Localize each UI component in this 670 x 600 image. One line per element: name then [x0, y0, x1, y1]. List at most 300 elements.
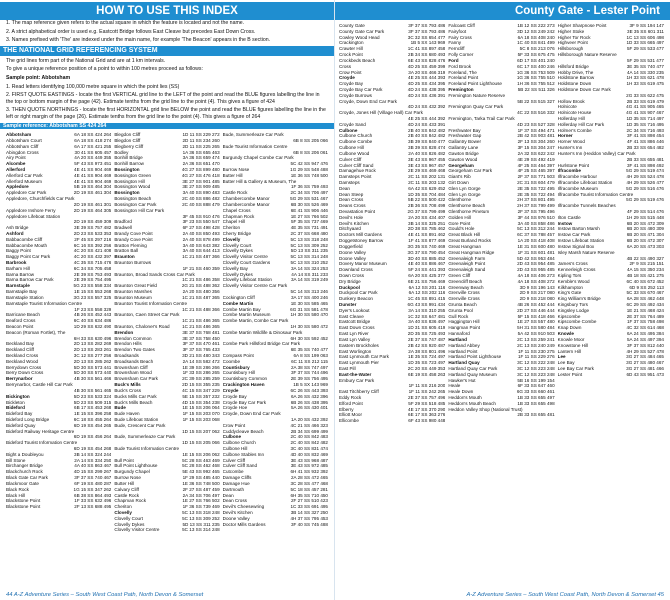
entry-grid-reference: 6B 8 SS 205 066: [293, 137, 328, 143]
entry-name: Buck's Cross: [114, 387, 141, 393]
entry-grid-reference: 6A 24 SS 495 384: [626, 331, 664, 337]
entry-grid-reference: 3F 41 SS 898 454: [626, 133, 664, 139]
entry-grid-reference: 1C 40 SS 841 499: [517, 40, 555, 46]
entry-name: Greenaleigh Farm: [448, 255, 486, 261]
entry-grid-reference: 1B 5 SX 143 969: [410, 40, 446, 46]
entry-name: Hangman Point: [448, 325, 480, 331]
entry-name: Appledore, Churchfields Car Park: [6, 196, 75, 202]
entry-name: East Lyn River: [339, 331, 369, 337]
entry-grid-reference: 1F 33 SS 632 496: [74, 498, 112, 504]
entry-grid-reference: 6H 41 SS 932 392: [290, 469, 328, 475]
entry-grid-reference: 4D 24 SS 436 391: [407, 92, 446, 98]
entry-name: Instow Signal Box: [557, 243, 595, 249]
entry-name: Cheriton: [114, 504, 132, 510]
entry-name: Clovelly Court: [114, 515, 143, 521]
entry-grid-reference: 6A 42 SS 629 452: [408, 185, 446, 191]
entry-name: King William's Bridge: [557, 296, 601, 302]
entry-name: Braunton: [114, 254, 135, 260]
entry-grid-reference: 1F 11 SS 242 265: [408, 389, 446, 395]
entry-grid-reference: 5G 23 SS 558 334: [73, 283, 112, 289]
entry-grid-reference: 2A 36 SS 651 470: [182, 161, 220, 167]
entry-grid-reference: 1A 36 SS 655 463: [182, 149, 220, 155]
entry-name: Clovelly: [222, 236, 241, 242]
entry-name: Hurlstone Point: [557, 162, 590, 168]
entry-grid-reference: 3F 37 SS 793 486: [408, 28, 446, 34]
entry-grid-reference: 3E 43 SS 967 457: [408, 162, 446, 168]
entry-grid-reference: 1F 29 SS 485 440: [182, 475, 220, 481]
entry-grid-reference: 3C 28 SS 477 468: [290, 480, 328, 486]
entry-grid-reference: 5H 31 SS 580 484: [517, 325, 555, 331]
entry-name: Kipscombe: [557, 313, 581, 319]
entry-grid-reference: 3F 15 SS 304 247: [517, 145, 555, 151]
entry-grid-reference: 1G 15 SS 347 262: [73, 486, 112, 492]
entry-grid-reference: 4E 41 SS 904 469: [74, 167, 112, 172]
index-entry: [558, 372, 664, 378]
entry-grid-reference: 6G 43 SS 991 434: [407, 302, 446, 307]
entry-name: Grunta Pool: [448, 307, 473, 313]
entry-name: Clovelly Lifeboat Station: [222, 277, 272, 283]
entry-name: Heddon Valley Shop (National Trust): [448, 406, 523, 412]
entry-name: Falcoast Cliff: [448, 23, 475, 28]
entry-grid-reference: 6A 28 SS 462 448: [626, 296, 664, 302]
entry-grid-reference: 4E 35 SS 731 491: [290, 225, 328, 231]
entry-grid-reference: 5C 13 SS 309 252: [182, 515, 220, 521]
entry-grid-reference: 2B 33 SS 654 482: [626, 145, 664, 151]
entry-name: Bradford: [114, 219, 132, 225]
entry-name: Greenway Beach: [448, 284, 484, 290]
entry-name: Crock Point: [339, 52, 363, 58]
entry-grid-reference: 2G 33 SS 622 475: [626, 92, 664, 98]
entry-name: Berrydown Cross: [6, 364, 42, 370]
entry-grid-reference: 1F 15 SS 203 070: [182, 411, 220, 417]
entry-grid-reference: 2A 28 SS 472 465: [290, 475, 328, 481]
entry-grid-reference: 5C 18 SS 457 281: [290, 486, 328, 492]
entry-name: Ilfracombe Tunnels Beaches: [557, 203, 616, 209]
entry-grid-reference: 6F 19 SS 480 287: [74, 480, 112, 486]
entry-name: Lee Bay Car Park: [557, 365, 594, 371]
page-title: County Gate - Lester Point: [335, 2, 670, 20]
entry-name: Ash Bridge: [6, 225, 29, 231]
entry-name: Holdstone Down Car Park: [557, 86, 611, 92]
entry-name: Culbone Church: [222, 440, 256, 446]
entry-name: Buck's Mills: [114, 382, 141, 388]
entry-grid-reference: 3A 40 SS 644 413: [182, 248, 220, 254]
entry-grid-reference: 2A 32 SS 622 242: [517, 150, 555, 156]
intro-text: [6, 20, 328, 44]
entry-grid-reference: 2D 38 SS 785 462: [407, 226, 446, 232]
entry-grid-reference: 6B 20 SS 471 304: [626, 232, 664, 238]
entry-name: Higher Stoke: [557, 28, 585, 34]
entry-name: Burrow Nose: [222, 167, 250, 172]
entry-grid-reference: 1D 31 SS 605 419: [407, 325, 446, 331]
entry-grid-reference: 4D 24 SS 432 392: [407, 104, 446, 110]
entry-grid-reference: 2D 43 SS 955 485: [517, 267, 555, 273]
entry-name: Great Black Hill: [448, 232, 480, 238]
entry-name: Culbone Wood: [339, 150, 370, 156]
entry-grid-reference: 6A 8 SS 199 063: [293, 353, 328, 358]
entry-name: Holmer's Combe: [557, 127, 592, 133]
entry-grid-reference: 3G 35 SS 740 469: [407, 243, 446, 249]
entry-grid-reference: 4B 26 SS 452 444: [517, 302, 555, 307]
entry-grid-reference: 1F 33 SS 286 265: [182, 370, 220, 376]
entry-name: Braunton Great Field: [114, 283, 157, 289]
entry-grid-reference: 4H 29 SS 524 478: [626, 174, 664, 180]
entry-grid-reference: 3C 12 SS 277 256: [73, 353, 112, 358]
entry-grid-reference: 6A 20 SS 425 377: [408, 272, 446, 278]
entry-name: Instow: [557, 220, 573, 226]
entry-name: Crawter Hill: [339, 46, 363, 52]
entry-name: Eddy Rock: [339, 395, 362, 400]
entry-name: Blackchurch Rock: [6, 469, 43, 475]
entry-name: Croyde Bay: [222, 393, 247, 399]
entry-name: Greencliff Beach: [448, 278, 483, 284]
entry-name: Beacon Point: [6, 323, 34, 329]
entry-grid-reference: 4E 41 SS 904 469: [74, 178, 112, 184]
entry-name: Grenville Cross: [448, 296, 480, 302]
entry-grid-reference: 1D 15 SS 207 062: [182, 428, 220, 434]
entry-name: Croyde Bay: [339, 81, 364, 87]
entry-name: Gallantry Bower: [448, 139, 482, 145]
entry-name: Deans Cross: [339, 203, 366, 209]
entry-grid-reference: 2C 39 SS 285 259: [182, 376, 220, 382]
entry-name: Clovelly Bay: [222, 265, 248, 271]
entry-name: Babbacombe Cliff: [6, 236, 43, 242]
entry-grid-reference: 6B 26 SS 438 395: [290, 399, 328, 405]
entry-grid-reference: 3A 40 SS 890 483: [182, 190, 220, 196]
entry-name: Doggerfield: [339, 243, 363, 249]
entry-name: Bude Lifeboat Station: [114, 416, 159, 422]
entry-name: Baggy Point: [6, 248, 31, 254]
entry-grid-reference: 3D 9 SS 196 143: [519, 284, 555, 290]
entry-grid-reference: 2D 19 SS 459 309: [73, 219, 112, 225]
entry-grid-reference: 2D 43 SS 954 485: [517, 261, 555, 267]
entry-name: Cheriton: [222, 225, 241, 231]
entry-name: Castle Rock: [114, 492, 140, 498]
entry-name: Great Burland Rocks: [448, 238, 491, 244]
index-columns: [339, 23, 664, 424]
entry-grid-reference: 4C 32 SS 614 468: [626, 325, 664, 331]
entry-name: Crackington Haven: [222, 382, 265, 388]
entry-grid-reference: 6A 26 SS 432 396: [290, 393, 328, 399]
entry-name: Blegdon Cliff: [114, 137, 141, 143]
entry-grid-reference: 3G 27 SS 480 467: [626, 360, 664, 366]
entry-name: Fairyfoot: [448, 28, 467, 34]
entry-grid-reference: 2C 13 SS 259 241: [517, 336, 555, 342]
entry-grid-reference: 1C 21 SS 487 365: [182, 294, 220, 300]
entry-name: Devil's Hole: [339, 214, 364, 220]
index-entry: [448, 412, 554, 418]
entry-grid-reference: 2C 20 SS 449 353: [407, 365, 446, 371]
entry-name: Bill Stone: [6, 457, 26, 463]
entry-name: Appledore Inshore Ferry: [6, 207, 56, 213]
entry-grid-reference: 3D 40 SS 885 452: [407, 255, 446, 261]
entry-grid-reference: 2A 20 SS 480 356: [182, 289, 220, 295]
entry-name: Baggy Point Car Park: [6, 254, 51, 260]
entry-grid-reference: 1B 12 SS 222 273: [517, 23, 555, 28]
entry-name: Berrynarbor, Castle Hill Car Park: [6, 382, 73, 388]
entry-name: Doone Valley: [339, 249, 366, 255]
entry-grid-reference: 3A 40 SS 643 382: [182, 242, 220, 248]
entry-name: James's Cross: [557, 261, 588, 267]
entry-grid-reference: 6G 31 SS 581 478: [290, 306, 328, 312]
entry-grid-reference: 1H 29 SS 515 448: [626, 214, 664, 220]
entry-grid-reference: 1F 31 SS 601 481: [517, 249, 555, 255]
entry-name: Gould's Hole: [448, 226, 475, 232]
entry-grid-reference: 2B 33 SS 619 479: [626, 98, 664, 104]
entry-name: Culbone Stables Inn: [222, 451, 265, 457]
entry-grid-reference: 2D 15 SS 355 235: [182, 382, 220, 388]
entry-grid-reference: 5G 29 SS 531 467: [290, 196, 328, 202]
entry-grid-reference: 1B 5 SX 143 969: [293, 382, 328, 388]
entry-name: Hartland Quay: [448, 360, 480, 366]
index-entry: [223, 522, 328, 528]
entry-name: Croyde: [339, 75, 355, 81]
entry-name: Blackmoor Gate: [6, 480, 39, 486]
entry-grid-reference: 2F 27 SS 487 459: [182, 486, 220, 492]
entry-grid-reference: 6A 18 SS 418 274: [74, 137, 112, 143]
entry-name: Culbone: [339, 127, 358, 133]
entry-name: Kennerleigh Cross: [557, 267, 596, 273]
entry-name: Ditchyaard: [339, 226, 361, 232]
entry-grid-reference: 5F 43 SS 973 451: [74, 161, 112, 167]
entry-grid-reference: 5C 28 SS 462 468: [182, 463, 220, 469]
entry-grid-reference: 3C 12 SS 223 248: [517, 365, 555, 371]
entry-name: County Gate: [339, 23, 365, 28]
entry-name: Culver Cliff: [222, 457, 246, 463]
entry-name: Greenaleigh Sand: [448, 267, 486, 273]
entry-name: Doone Valley: [339, 255, 366, 261]
intro-paragraph: 2. A strict alphabetical order is used e.g. Eastcott Bridge follows East Cleave but precedes East Down Cross.: [6, 28, 256, 35]
entry-grid-reference: 5C 28 SS 463 469: [182, 457, 220, 463]
entry-grid-reference: 4F 25 SS 465 397: [517, 168, 555, 174]
entry-name: Greenaleigh Point: [448, 261, 486, 267]
entry-name: Duckpool Car Park: [339, 290, 378, 296]
entry-name: Ilfracombe: [557, 168, 581, 174]
entry-name: Chapman Rock: [114, 498, 146, 504]
entry-grid-reference: 3G 27 SS 484 465: [626, 354, 664, 360]
entry-name: Damage Hue: [222, 480, 250, 486]
entry-name: Culver Cliff: [339, 156, 362, 162]
entry-name: Bude Haven: [114, 411, 140, 417]
entry-grid-reference: 5G 29 SS 519 476: [626, 197, 664, 203]
entry-name: Clovelly Court Gardens: [222, 260, 271, 265]
entry-grid-reference: 2A 34 SS 706 497: [182, 492, 220, 498]
entry-grid-reference: 4B 30 SS 561 466: [74, 376, 112, 382]
entry-grid-reference: 2E 29 SS 469 468: [408, 168, 446, 174]
entry-name: Abbotsham Cliff: [6, 143, 39, 149]
entry-name: Hartland: [448, 336, 467, 342]
entry-name: Clovelly Dykes: [114, 521, 145, 527]
entry-name: Damage Cliffs: [222, 475, 252, 481]
entry-name: Coombe: [222, 358, 241, 364]
entry-name: Holdstone Down: [557, 81, 592, 87]
entry-name: Giant's Rib: [448, 174, 471, 180]
entry-grid-reference: 5B 22 SS 515 327: [517, 98, 555, 104]
entry-grid-reference: 2A 14 SS 334 250: [74, 457, 112, 463]
entry-name: Combe Martin Museum: [222, 312, 271, 318]
entry-grid-reference: 1F 36 SS 739 469: [182, 504, 220, 510]
entry-name: Dartmouth: [222, 486, 245, 492]
entry-grid-reference: 5C 13 SS 318 248: [290, 236, 328, 242]
entry-grid-reference: 6D 19 SS 456 264: [73, 434, 112, 440]
entry-grid-reference: 3F 37 SS 793 486: [408, 23, 446, 28]
entry-grid-reference: 5C 33 SS 670 467: [626, 290, 664, 296]
entry-grid-reference: 1E 21 SS 468 424: [626, 307, 664, 313]
entry-grid-reference: 4B 26 SS 452 443: [74, 312, 112, 318]
entry-name: Combe Martin Wildlife & Dinosaur Park: [222, 329, 303, 335]
entry-grid-reference: 3B 14 SS 324 244: [74, 451, 112, 457]
entry-grid-reference: 4F 41 SS 886 446: [626, 139, 664, 145]
entry-name: Barna Barrow Car Park: [6, 277, 54, 283]
entry-grid-reference: 1D 29 SS 632 490: [73, 323, 112, 329]
entry-name: Folly Corner: [448, 52, 474, 58]
entry-name: Cowley Wood Head: [339, 34, 380, 40]
entry-name: Crow Point: [222, 422, 246, 428]
entry-grid-reference: 3E 35 SS 601 311: [627, 28, 664, 34]
entry-grid-reference: 2B 42 SS 903 481: [517, 133, 555, 139]
entry-grid-reference: 2F 13 SS 304 260: [517, 139, 555, 145]
entry-name: East Worlington: [339, 348, 372, 354]
entry-name: Haggington Hill: [448, 319, 480, 325]
entry-grid-reference: 5F 29 SS 531 477: [626, 57, 664, 63]
entry-name: Ford: [448, 57, 459, 63]
entry-name: Grunta Beach: [448, 302, 477, 307]
entry-grid-reference: 3C 40 SS 831 474: [290, 446, 328, 451]
entry-grid-reference: 5C 13 SS 314 248: [290, 254, 328, 260]
entry-name: East Lyn Valley: [339, 336, 371, 342]
entry-name: Gawton Bridge: [448, 150, 479, 156]
entry-grid-reference: 2D 9 SS 218 080: [519, 296, 555, 302]
entry-name: Cherry Bridge: [222, 230, 251, 236]
entry-grid-reference: 5A 26 SS 430 401: [290, 405, 328, 411]
entry-name: Fremington: [448, 86, 474, 92]
entry-name: Isley Marsh Nature Reserve: [557, 249, 615, 255]
entry-name: Glen Lyn Gorge: [448, 191, 481, 197]
entry-name: Ferncliff: [448, 46, 465, 52]
entry-name: Instow Lifeboat Station: [557, 238, 605, 244]
entry-name: Brendon Hills: [114, 341, 142, 347]
entry-grid-reference: 3F 37 SS 765 433: [182, 347, 220, 353]
entry-name: Croyde Bay Car Park: [339, 86, 383, 92]
entry-grid-reference: 5B 22 SS 511 326: [517, 86, 555, 92]
entry-grid-reference: 3B 14 SS 327 250: [290, 509, 328, 515]
entry-name: Higher Sharpnose Point: [557, 23, 607, 28]
entry-grid-reference: 1G 36 SS 753 509: [516, 69, 555, 75]
entry-name: Brandy Cove Point: [114, 230, 153, 236]
entry-grid-reference: 4C 35 SS 715 476: [73, 260, 112, 265]
entry-grid-reference: 2C 13 SS 240 249: [517, 342, 555, 348]
entry-grid-reference: 1D 33 SS 665 497: [626, 40, 664, 46]
entry-grid-reference: 1F 36 SS 759 493: [290, 184, 328, 190]
entry-name: Clovelly Visitor Centre: [114, 527, 160, 533]
entry-name: Butter Hill: [222, 172, 243, 178]
entry-name: Elford Point: [339, 400, 363, 406]
entry-name: Clovelly Dykes: [222, 271, 253, 277]
entry-grid-reference: 2G 21 SS 488 362: [181, 283, 220, 289]
entry-grid-reference: 1E 36 SS 748 500: [290, 172, 328, 178]
grid-paragraph: 1. Read letters identifying 100,000 metre square in which the point lies (SS): [6, 83, 180, 90]
entry-name: Lee: [557, 354, 566, 360]
entry-grid-reference: 4C 20 SS 432 397: [73, 254, 112, 260]
entry-name: Bideford Quay: [6, 422, 36, 428]
entry-grid-reference: 1E 15 SS 206 062: [182, 451, 220, 457]
entry-grid-reference: 2B 34 SS 699 499: [290, 428, 328, 434]
entry-name: Barricane Beach: [6, 312, 40, 318]
entry-name: Great Hangman Ridge: [448, 249, 495, 255]
entry-grid-reference: 3F 37 SS 740 467: [74, 475, 112, 481]
entry-grid-reference: 1F 11 SS 229 276: [517, 354, 555, 360]
entry-grid-reference: 4E 41 SS 904 469: [74, 172, 112, 178]
page-title: HOW TO USE THIS INDEX: [0, 2, 334, 20]
entry-grid-reference: 5C 13 SS 318 248: [182, 509, 220, 515]
entry-name: Ilton Castle: [557, 214, 581, 220]
entry-grid-reference: 2F 9 SS 215 151: [629, 261, 664, 267]
entry-grid-reference: 4B 22 SS 490 327: [626, 255, 664, 261]
entry-name: Kipling Tors: [557, 272, 582, 278]
entry-grid-reference: 6D 17 SS 401 240: [517, 57, 555, 63]
entry-name: Hartland Abbey: [448, 342, 480, 348]
entry-grid-reference: 1E 27 SS 766 502: [290, 213, 328, 219]
entry-grid-reference: 3B 39 SS 840 477: [408, 139, 446, 145]
entry-grid-reference: 2B 36 SS 708 499: [408, 203, 446, 209]
entry-name: Hollerday Hill Car Park: [557, 121, 605, 127]
entry-name: Croyde, Down End Car Park: [339, 98, 397, 104]
intro-paragraph: 1. The map reference given refers to the actual square in which the feature is located and not the name.: [6, 20, 245, 26]
entry-name: Cutcombe: [222, 469, 244, 475]
entry-name: Hartland Quay Museum: [448, 371, 497, 377]
entry-name: Abbotsham: [6, 132, 32, 138]
entry-name: Eastern Brockholes: [339, 342, 379, 348]
index-column: [558, 23, 664, 424]
entry-name: Crow Point: [339, 69, 362, 75]
entry-name: Barham Hill: [6, 265, 30, 271]
entry-grid-reference: 2C 31 SS 604 479: [517, 179, 555, 185]
entry-name: Heddon's Mouth Beach: [448, 400, 496, 406]
entry-grid-reference: 2F 27 SS 510 423: [290, 498, 328, 504]
entry-grid-reference: 2E 39 SS 756 495: [290, 376, 328, 382]
entry-name: Bossington: [114, 167, 140, 172]
entry-name: Bude: [114, 405, 126, 411]
entry-name: East Lynmouth Car Park: [339, 354, 389, 360]
entry-name: Buck's Mills Beach: [114, 399, 153, 405]
entry-grid-reference: 4E 41 SS 891 462: [408, 232, 446, 238]
entry-grid-reference: 5C 13 SS 314 248: [182, 527, 220, 533]
entry-name: Croyde Burrows: [339, 92, 372, 98]
entry-name: Appledore: [6, 184, 29, 190]
entry-grid-reference: 2B 42 SS 920 487: [408, 342, 446, 348]
entry-grid-reference: 4D 25 SS 434 395: [407, 81, 446, 87]
entry-name: Bucks Mills Car Park: [114, 393, 157, 399]
index-column: [6, 132, 111, 533]
entry-grid-reference: 1G 29 SS 548 488: [290, 167, 328, 172]
entry-name: Bossington: [114, 190, 140, 196]
entry-grid-reference: 6B 8 SS 206 061: [293, 149, 328, 155]
entry-name: Higher Tor Rock: [557, 34, 591, 40]
entry-name: Lester Point: [557, 371, 583, 377]
entry-name: Allerford: [6, 167, 26, 172]
entry-grid-reference: 2H 37 SS 799 499: [517, 203, 555, 209]
entry-name: Broadsands Beach: [114, 358, 154, 364]
entry-grid-reference: 6A 12 SS 202 116: [408, 290, 446, 296]
entry-grid-reference: 3A 20 SS 466 319: [408, 69, 446, 75]
index-entry: [6, 504, 111, 510]
entry-grid-reference: 3C 12 SS 222 248: [517, 360, 555, 366]
entry-name: Dunkery Beacon: [339, 296, 373, 302]
entry-grid-reference: 1F 23 SS 558 329: [74, 306, 112, 312]
entry-grid-reference: 5F 15 SS 418 466: [517, 313, 555, 319]
entry-grid-reference: 5C 13 SS 310 252: [290, 260, 328, 265]
entry-name: Barnstaple Bay: [6, 289, 38, 295]
